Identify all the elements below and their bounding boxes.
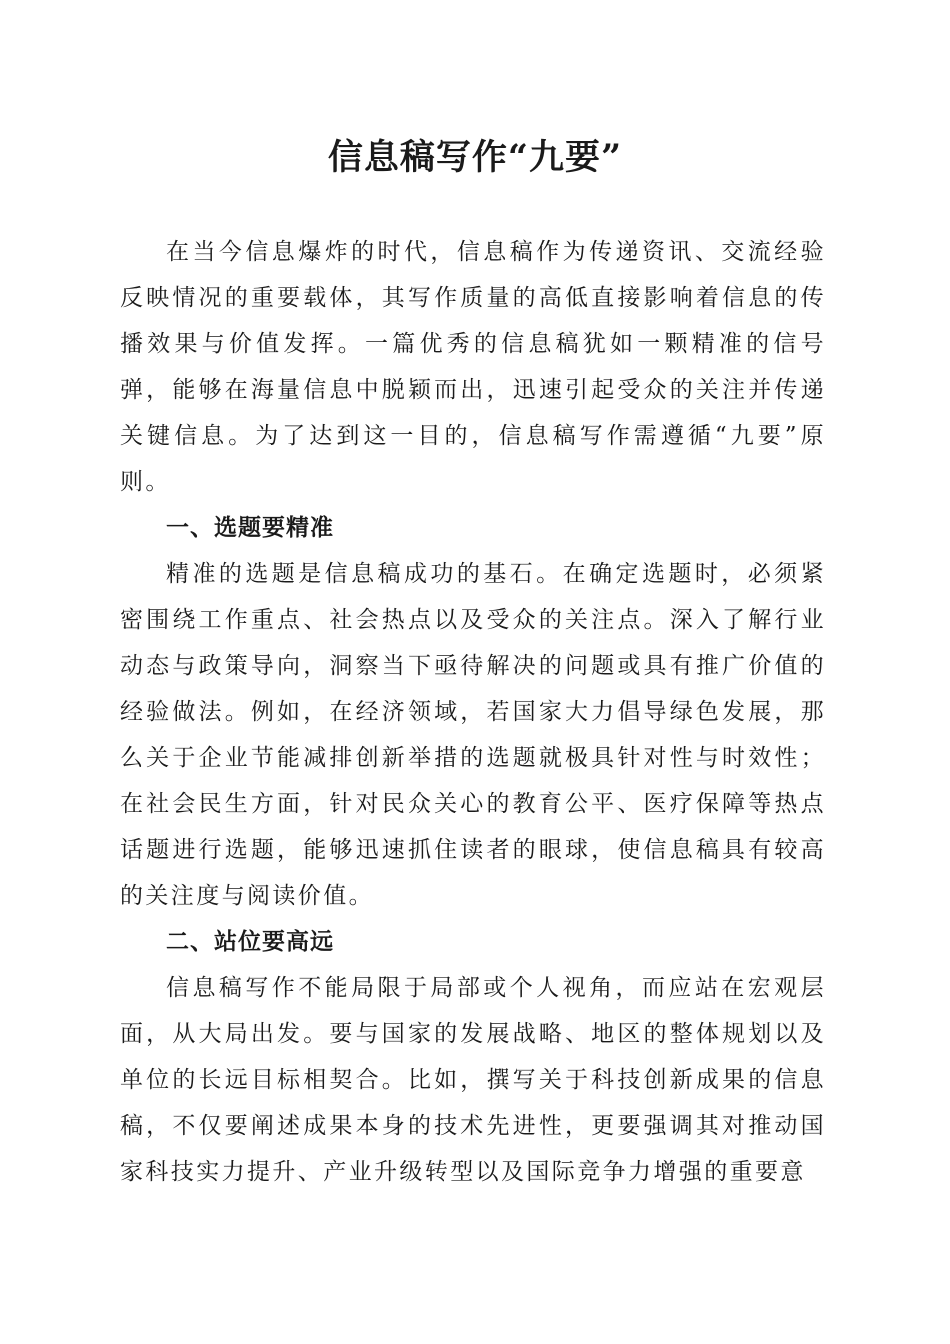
section-paragraph: 精准的选题是信息稿成功的基石。在确定选题时，必须紧密围绕工作重点、社会热点以及受众的关注点。深入了解行业动态与政策导向，洞察当下亟待解决的问题或具有推广价值的经验做法。例如，在经济领域，若国家大力倡导绿色发展，那么关于企业节能减排创新举措的选题就极具针对性与时效性；在社会民生方面，针对民众关心的教育公平、医疗保障等热点话题进行选题，能够迅速抓住读者的眼球，使信息稿具有较高的关注度与阅读价值。 [120, 561, 826, 909]
section-paragraph: 信息稿写作不能局限于局部或个人视角，而应站在宏观层面，从大局出发。要与国家的发展战略、地区的整体规划以及单位的长远目标相契合。比如，撰写关于科技创新成果的信息稿，不仅要阐述成果本身的技术先进性，更要强调其对推动国家科技实力提升、产业升级转型以及国际竞争力增强的重要意 [120, 975, 826, 1185]
section-heading: 一、选题要精准 [166, 515, 334, 541]
document-body [120, 229, 826, 1195]
intro-paragraph: 在当今信息爆炸的时代，信息稿作为传递资讯、交流经验反映情况的重要载体，其写作质量的高低直接影响着信息的传播效果与价值发挥。一篇优秀的信息稿犹如一颗精准的信号弹，能够在海量信息中脱颖而出，迅速引起受众的关注并传递关键信息。为了达到这一目的，信息稿写作需遵循“九要”原则。 [120, 239, 826, 495]
section-heading: 二、站位要高远 [166, 929, 334, 955]
section-perspective [120, 919, 826, 1195]
section-topic-selection [120, 505, 826, 919]
document-title: 信息稿写作“九要” [327, 137, 623, 178]
